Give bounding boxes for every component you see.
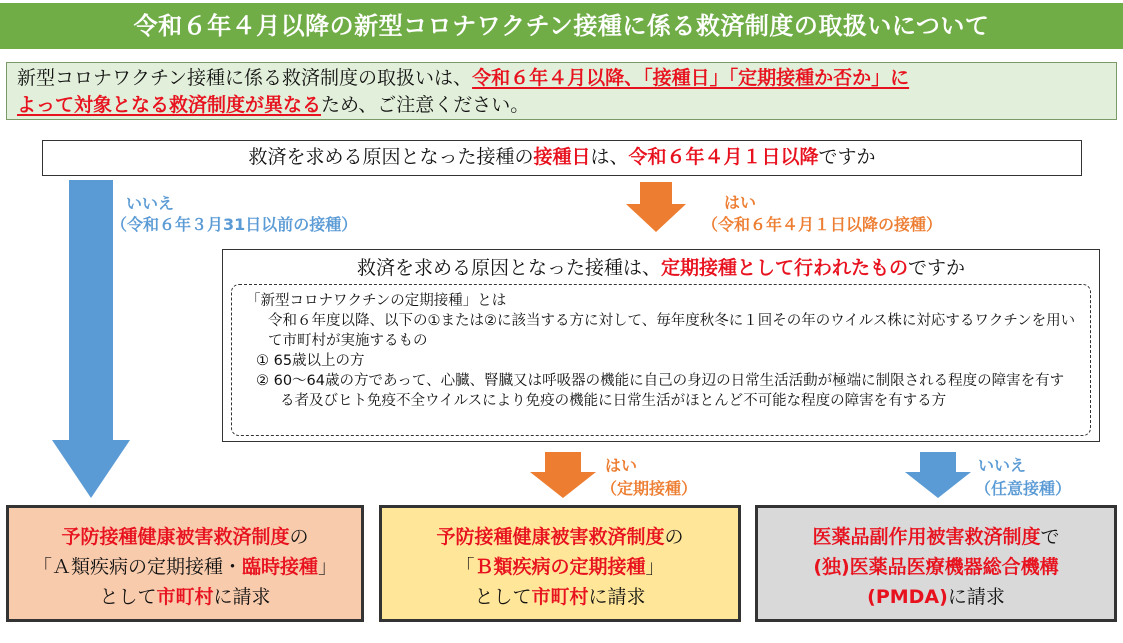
page-title: 令和６年４月以降の新型コロナワクチン接種に係る救済制度の取扱いについて — [0, 3, 1123, 49]
result-box-b — [379, 505, 741, 622]
branch-yes-1-sub: （令和６年４月１日以降の接種） — [702, 215, 943, 234]
result-b-system: 予防接種健康被害救済制度 — [436, 526, 665, 548]
result-b-municipality: 市町村 — [531, 586, 589, 608]
q1-text-end: ですか — [818, 146, 876, 168]
result-a-system: 予防接種健康被害救済制度 — [61, 526, 290, 548]
branch-no-1-label: いいえ — [126, 194, 175, 213]
result-a-line-2 — [9, 552, 361, 582]
notice-emphasis-2: よって対象となる救済制度が異なる — [17, 94, 322, 116]
result-b-claim: に請求 — [588, 586, 646, 608]
q1-emphasis-date: 接種日 — [533, 146, 591, 168]
branch-no-1-sub: （令和６年３月31日以前の接種） — [111, 215, 358, 234]
q1-text-mid: は、 — [590, 146, 629, 168]
result-a-as: として — [99, 586, 157, 608]
result-a-line-1 — [9, 522, 361, 552]
branch-no-2-label: いいえ — [978, 456, 1027, 475]
definition-body — [246, 311, 1078, 351]
result-c-line-3 — [758, 582, 1114, 612]
definition-item-2: ② 60～64歳の方であって、心臓、腎臓又は呼吸器の機能に自己の身辺の日常生活活動が極端に制限される程度の障害を有する者及びヒト免疫不全ウイルスにより免疫の機能に日常生活がほとんど不可能な程度の障害を有する方 — [256, 373, 1065, 409]
definition-line: 令和６年度以降、以下の①または②に該当する方に対して、毎年度秋冬に１回その年のウイルス株に対応するワクチンを用いて市町村が実施するもの — [268, 313, 1076, 349]
branch-yes-2-sub: （定期接種） — [601, 479, 698, 498]
result-box-a — [6, 505, 364, 622]
branch-yes-1-label: はい — [724, 193, 757, 212]
result-c-particle: で — [1040, 526, 1060, 548]
arrow-down-yes-2-icon — [530, 452, 596, 498]
notice-text: 新型コロナワクチン接種に係る救済制度の取扱いは、 — [17, 67, 473, 89]
question-1-box — [42, 140, 1082, 176]
result-b-line-3 — [382, 582, 738, 612]
notice-emphasis-1: 令和６年４月以降、「接種日」「定期接種か否か」に — [472, 67, 910, 89]
result-b-particle: の — [664, 526, 684, 548]
arrow-down-yes-1-icon — [626, 182, 686, 232]
question-2-box — [222, 249, 1100, 442]
result-box-c — [755, 505, 1117, 622]
result-b-as: として — [474, 586, 532, 608]
result-a-category: 「Ａ類疾病の定期接種・ — [32, 556, 242, 578]
q1-emphasis-period: 令和６年４月１日以降 — [628, 146, 819, 168]
notice-box — [6, 62, 1117, 120]
result-b-line-2 — [382, 552, 738, 582]
definition-item-1: ① 65歳以上の方 — [256, 353, 365, 369]
definition-heading: 「新型コロナワクチンの定期接種」とは — [246, 293, 507, 309]
q1-text: 救済を求める原因となった接種の — [248, 146, 534, 168]
q2-text-pre: 救済を求める原因となった接種は、 — [356, 257, 661, 279]
q2-text-end: ですか — [908, 257, 966, 279]
arrow-down-no-2-icon — [905, 452, 971, 498]
q2-emphasis: 定期接種として行われたもの — [660, 257, 908, 279]
result-b-bracket-open: 「 — [455, 556, 475, 578]
result-b-line-1 — [382, 522, 738, 552]
result-a-emphasis: 臨時接種 — [241, 556, 318, 578]
result-c-agency: (独)医薬品医療機器総合機構 — [813, 556, 1059, 578]
branch-no-2-sub: （任意接種） — [975, 479, 1072, 498]
q2-text — [223, 253, 1099, 283]
notice-text-end: ため、ご注意ください。 — [321, 94, 530, 116]
result-c-line-2 — [758, 552, 1114, 582]
result-b-category: Ｂ類疾病の定期接種 — [474, 556, 646, 578]
result-a-claim: に請求 — [213, 586, 271, 608]
result-c-claim: に請求 — [947, 586, 1005, 608]
branch-yes-2-label: はい — [605, 456, 638, 475]
result-a-municipality: 市町村 — [156, 586, 214, 608]
result-a-particle: の — [289, 526, 309, 548]
result-c-pmda: (PMDA) — [867, 586, 948, 608]
result-c-system: 医薬品副作用被害救済制度 — [812, 526, 1041, 548]
result-a-line-3 — [9, 582, 361, 612]
result-b-bracket-close: 」 — [645, 556, 665, 578]
result-a-bracket: 」 — [318, 556, 338, 578]
result-c-line-1 — [758, 522, 1114, 552]
definition-box — [231, 284, 1091, 436]
